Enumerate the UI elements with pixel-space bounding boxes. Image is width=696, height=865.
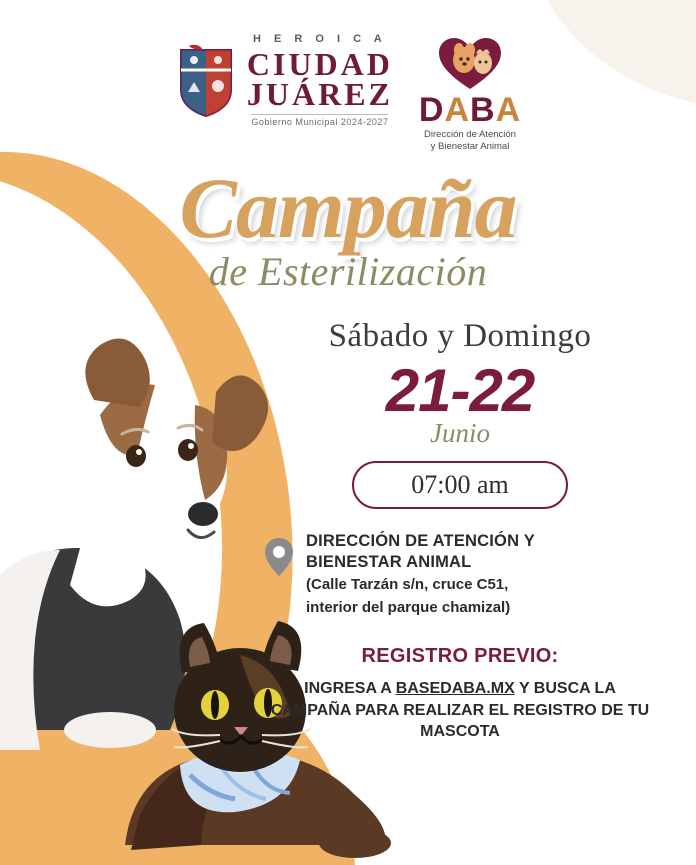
event-days: Sábado y Domingo bbox=[328, 318, 592, 354]
city-name-line2: JUÁREZ bbox=[246, 76, 393, 112]
event-month: Junio bbox=[430, 418, 490, 448]
daba-logo bbox=[419, 34, 521, 153]
registration-body-part1: INGRESA A bbox=[304, 680, 396, 698]
address-detail-line2: interior del parque chamizal) bbox=[306, 598, 511, 616]
address-block bbox=[260, 531, 660, 617]
registration-body bbox=[260, 678, 660, 743]
city-name-block bbox=[247, 34, 393, 127]
location-pin-icon bbox=[264, 537, 294, 582]
header bbox=[0, 34, 696, 153]
city-name-line1: CIUDAD bbox=[246, 46, 393, 82]
event-dates: 21-22 bbox=[385, 357, 535, 424]
daba-letter-d: D bbox=[418, 91, 445, 129]
daba-subtitle-line2: y Bienestar Animal bbox=[430, 140, 510, 152]
daba-subtitle bbox=[424, 129, 516, 153]
daba-letter-b: B bbox=[470, 91, 496, 129]
daba-wordmark bbox=[419, 93, 521, 127]
address-text bbox=[306, 531, 535, 617]
city-heroica-label: H E R O I C A bbox=[253, 33, 387, 45]
daba-subtitle-line1: Dirección de Atención bbox=[424, 129, 516, 140]
address-title-line1: DIRECCIÓN DE ATENCIÓN Y bbox=[306, 532, 535, 550]
daba-letter-a1: A bbox=[444, 91, 470, 129]
page-subtitle: de Esterilización bbox=[208, 249, 488, 294]
coat-of-arms-icon bbox=[175, 44, 237, 118]
event-time-label: 07:00 am bbox=[411, 470, 509, 499]
city-logo bbox=[175, 34, 393, 127]
event-info bbox=[260, 318, 660, 743]
registration-title: REGISTRO PREVIO: bbox=[361, 645, 559, 668]
heart-with-pets-icon bbox=[437, 36, 503, 92]
city-government-label: Gobierno Municipal 2024-2027 bbox=[251, 114, 388, 127]
address-detail-line1: (Calle Tarzán s/n, cruce C51, bbox=[306, 576, 509, 594]
event-time-badge bbox=[352, 461, 568, 509]
address-title-line2: BIENESTAR ANIMAL bbox=[306, 552, 472, 571]
registration-body-part2: Y BUSCA LA CAMPAÑA PARA REALIZAR EL REGISTRO DE TU MASCOTA bbox=[270, 680, 650, 741]
page-title: Campaña bbox=[179, 160, 517, 256]
registration-website-link[interactable]: BASEDABA.MX bbox=[395, 680, 515, 698]
daba-letter-a2: A bbox=[495, 91, 522, 129]
